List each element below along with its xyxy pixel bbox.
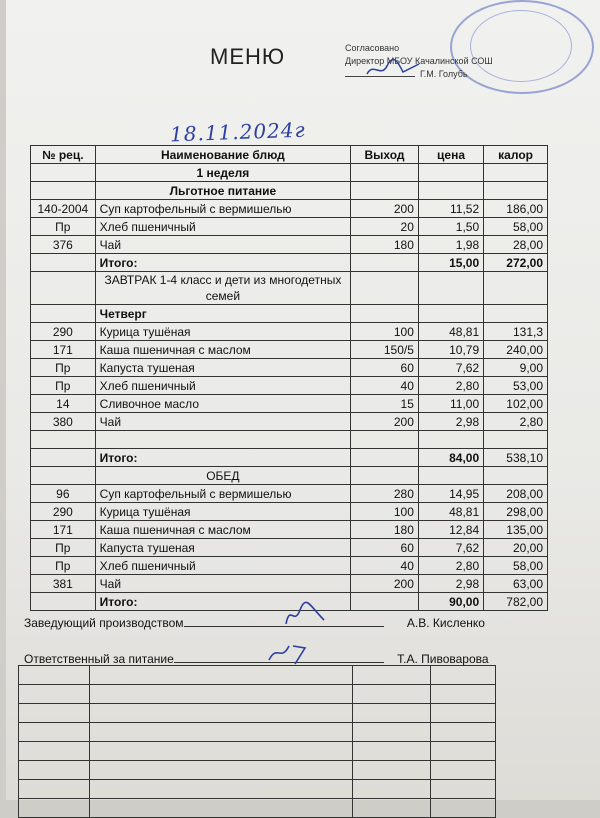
recipe-number: 380 xyxy=(31,413,96,431)
recipe-number: 376 xyxy=(31,236,96,254)
dish-yield: 60 xyxy=(351,359,419,377)
empty-row xyxy=(31,431,548,449)
total-price: 90,00 xyxy=(418,593,483,611)
table-row xyxy=(31,503,548,521)
dish-yield: 20 xyxy=(351,218,419,236)
table-row xyxy=(31,521,548,539)
total-label: Итого: xyxy=(95,449,350,467)
recipe-number: Пр xyxy=(31,539,96,557)
menu-table xyxy=(30,145,548,611)
dish-calories: 131,3 xyxy=(484,323,548,341)
table-row xyxy=(31,377,548,395)
dish-yield: 100 xyxy=(351,503,419,521)
table-row xyxy=(31,413,548,431)
dish-price: 11,00 xyxy=(418,395,483,413)
day-label: Четверг xyxy=(95,305,350,323)
dish-name: Каша пшеничная с маслом xyxy=(95,521,350,539)
dish-calories: 28,00 xyxy=(484,236,548,254)
dish-calories: 208,00 xyxy=(484,485,548,503)
recipe-number: Пр xyxy=(31,557,96,575)
dish-name: Капуста тушеная xyxy=(95,359,350,377)
section-row xyxy=(31,467,548,485)
total-calories: 538,10 xyxy=(484,449,548,467)
dish-price: 7,62 xyxy=(418,539,483,557)
dish-name: Каша пшеничная с маслом xyxy=(95,341,350,359)
dish-price: 7,62 xyxy=(418,359,483,377)
dish-yield: 40 xyxy=(351,557,419,575)
dish-price: 1,50 xyxy=(418,218,483,236)
section-title: Льготное питание xyxy=(95,182,350,200)
dish-price: 48,81 xyxy=(418,323,483,341)
col-header-yield: Выход xyxy=(351,146,419,164)
week-label: 1 неделя xyxy=(95,164,350,182)
total-row xyxy=(31,254,548,272)
dish-calories: 135,00 xyxy=(484,521,548,539)
approval-line-3: Г.М. Голубь xyxy=(420,69,468,79)
dish-name: Суп картофельный с вермишелью xyxy=(95,200,350,218)
manager-signature-row xyxy=(24,614,485,630)
dish-calories: 186,00 xyxy=(484,200,548,218)
week-row xyxy=(31,164,548,182)
dish-price: 48,81 xyxy=(418,503,483,521)
dish-price: 2,98 xyxy=(418,413,483,431)
total-row xyxy=(31,449,548,467)
table-header-row xyxy=(31,146,548,164)
dish-name: Курица тушёная xyxy=(95,323,350,341)
dish-yield: 180 xyxy=(351,521,419,539)
recipe-number: 171 xyxy=(31,341,96,359)
table-row xyxy=(31,395,548,413)
approval-line-2: Директор МБОУ Качалинской СОШ xyxy=(345,56,493,66)
dish-name: Хлеб пшеничный xyxy=(95,557,350,575)
table-row xyxy=(31,359,548,377)
dish-name: Курица тушёная xyxy=(95,503,350,521)
dish-yield: 40 xyxy=(351,377,419,395)
recipe-number: 171 xyxy=(31,521,96,539)
table-row xyxy=(31,485,548,503)
col-header-recipe: № рец. xyxy=(31,146,96,164)
dish-yield: 280 xyxy=(351,485,419,503)
dish-price: 2,98 xyxy=(418,575,483,593)
dish-calories: 2,80 xyxy=(484,413,548,431)
total-label: Итого: xyxy=(95,254,350,272)
page-title: МЕНЮ xyxy=(210,44,286,69)
table-row xyxy=(31,200,548,218)
dish-name: Капуста тушеная xyxy=(95,539,350,557)
dish-price: 2,80 xyxy=(418,377,483,395)
dish-calories: 298,00 xyxy=(484,503,548,521)
recipe-number: Пр xyxy=(31,377,96,395)
dish-price: 2,80 xyxy=(418,557,483,575)
responsible-signature xyxy=(265,638,315,668)
dish-price: 11,52 xyxy=(418,200,483,218)
manager-label: Заведующий производством xyxy=(24,616,184,630)
total-price: 84,00 xyxy=(418,449,483,467)
recipe-number: Пр xyxy=(31,218,96,236)
recipe-number: Пр xyxy=(31,359,96,377)
dish-name: Сливочное масло xyxy=(95,395,350,413)
dish-price: 14,95 xyxy=(418,485,483,503)
recipe-number: 96 xyxy=(31,485,96,503)
dish-price: 1,98 xyxy=(418,236,483,254)
manager-signature xyxy=(280,600,330,630)
dish-yield: 15 xyxy=(351,395,419,413)
total-label: Итого: xyxy=(95,593,350,611)
handwritten-date: 18.11.2024г xyxy=(169,117,307,147)
section-title: ЗАВТРАК 1-4 класс и дети из многодетных семей xyxy=(95,272,350,305)
director-signature xyxy=(363,58,423,80)
table-row xyxy=(31,557,548,575)
dish-calories: 63,00 xyxy=(484,575,548,593)
dish-calories: 102,00 xyxy=(484,395,548,413)
dish-yield: 200 xyxy=(351,200,419,218)
dish-calories: 58,00 xyxy=(484,218,548,236)
table-row xyxy=(31,236,548,254)
responsible-name: Т.А. Пивоварова xyxy=(397,652,489,666)
dish-name: Хлеб пшеничный xyxy=(95,377,350,395)
dish-price: 12,84 xyxy=(418,521,483,539)
dish-calories: 20,00 xyxy=(484,539,548,557)
approval-line-1: Согласовано xyxy=(345,43,400,53)
dish-name: Чай xyxy=(95,236,350,254)
section-row xyxy=(31,182,548,200)
recipe-number: 290 xyxy=(31,323,96,341)
responsible-signature-row xyxy=(24,650,489,666)
blank-table xyxy=(18,665,496,818)
total-price: 15,00 xyxy=(418,254,483,272)
total-calories: 272,00 xyxy=(484,254,548,272)
col-header-price: цена xyxy=(418,146,483,164)
day-row xyxy=(31,305,548,323)
table-row xyxy=(31,323,548,341)
col-header-calories: калор xyxy=(484,146,548,164)
dish-yield: 100 xyxy=(351,323,419,341)
table-row xyxy=(31,575,548,593)
dish-calories: 9,00 xyxy=(484,359,548,377)
recipe-number: 381 xyxy=(31,575,96,593)
dish-name: Суп картофельный с вермишелью xyxy=(95,485,350,503)
dish-yield: 150/5 xyxy=(351,341,419,359)
dish-calories: 53,00 xyxy=(484,377,548,395)
dish-yield: 200 xyxy=(351,413,419,431)
manager-name: А.В. Кисленко xyxy=(406,616,485,630)
dish-calories: 58,00 xyxy=(484,557,548,575)
dish-name: Хлеб пшеничный xyxy=(95,218,350,236)
table-row xyxy=(31,218,548,236)
recipe-number: 290 xyxy=(31,503,96,521)
dish-yield: 200 xyxy=(351,575,419,593)
table-row xyxy=(31,539,548,557)
dish-calories: 240,00 xyxy=(484,341,548,359)
section-title: ОБЕД xyxy=(95,467,350,485)
col-header-dish: Наименование блюд xyxy=(95,146,350,164)
dish-price: 10,79 xyxy=(418,341,483,359)
total-calories: 782,00 xyxy=(484,593,548,611)
recipe-number: 14 xyxy=(31,395,96,413)
dish-name: Чай xyxy=(95,413,350,431)
section-row xyxy=(31,272,548,305)
dish-yield: 180 xyxy=(351,236,419,254)
dish-yield: 60 xyxy=(351,539,419,557)
responsible-label: Ответственный за питание xyxy=(24,652,174,666)
recipe-number: 140-2004 xyxy=(31,200,96,218)
dish-name: Чай xyxy=(95,575,350,593)
table-row xyxy=(31,341,548,359)
